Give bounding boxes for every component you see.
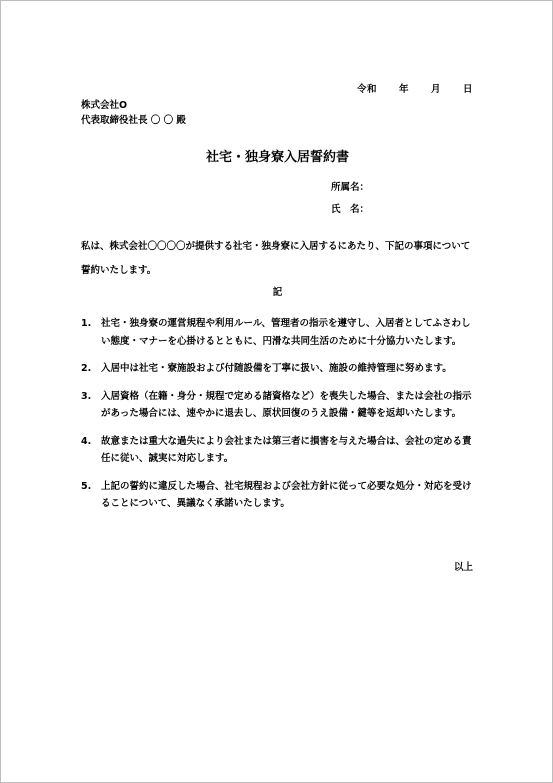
company-name: 株式会社O [81, 100, 128, 111]
intro-paragraph: 私は、株式会社〇〇〇〇が提供する社宅・独身寮に入居するにあたり、下記の事項について誓約いたします。 [81, 241, 471, 276]
affiliation-label: 所属名： [331, 182, 370, 193]
list-item [81, 388, 476, 423]
name-label: 氏 名： [331, 204, 370, 215]
item-text: 入居中は社宅・寮施設および付随設備を丁寧に扱い、施設の維持管理に努めます。 [101, 363, 452, 374]
item-number: 3. [81, 390, 92, 402]
recipient-name: 代表取締役社長 〇 〇 殿 [81, 115, 186, 126]
item-number: 5. [81, 480, 92, 492]
ki-heading: 記 [272, 287, 283, 298]
item-text: 故意または重大な過失により会社または第三者に損害を与えた場合は、会社の定める責任に従い、誠実に対応します。 [101, 435, 472, 464]
date-day: 日 [462, 84, 473, 95]
item-number: 2. [81, 363, 92, 374]
date-year: 年 [398, 84, 409, 95]
item-text: 上記の誓約に違反した場合、社宅規程および会社方針に従って必要な処分・対応を受けることについて、異議なく承諾いたします。 [101, 480, 472, 509]
item-number: 1. [81, 318, 92, 329]
list-item [81, 478, 476, 513]
item-text: 入居資格（在籍・身分・規程で定める諸資格など）を喪失した場合、または会社の指示があった場合には、速やかに退去し、原状回復のうえ設備・鍵等を返却いたします。 [101, 390, 472, 419]
closing-text: 以上 [453, 562, 473, 573]
document-date [357, 81, 473, 95]
date-era: 令和 [356, 84, 377, 95]
date-month: 月 [430, 84, 441, 95]
list-item [81, 433, 476, 468]
item-number: 4. [81, 435, 92, 447]
pledge-list [81, 315, 476, 523]
list-item [81, 360, 476, 378]
item-text: 社宅・独身寮の運営規程や利用ルール、管理者の指示を遵守し、入居者としてふさわしい態度・マナーを心掛けるとともに、円滑な共同生活のために十分協力いたします。 [101, 318, 471, 347]
document-title: 社宅・独身寮入居誓約書 [205, 150, 349, 165]
list-item [81, 315, 476, 350]
